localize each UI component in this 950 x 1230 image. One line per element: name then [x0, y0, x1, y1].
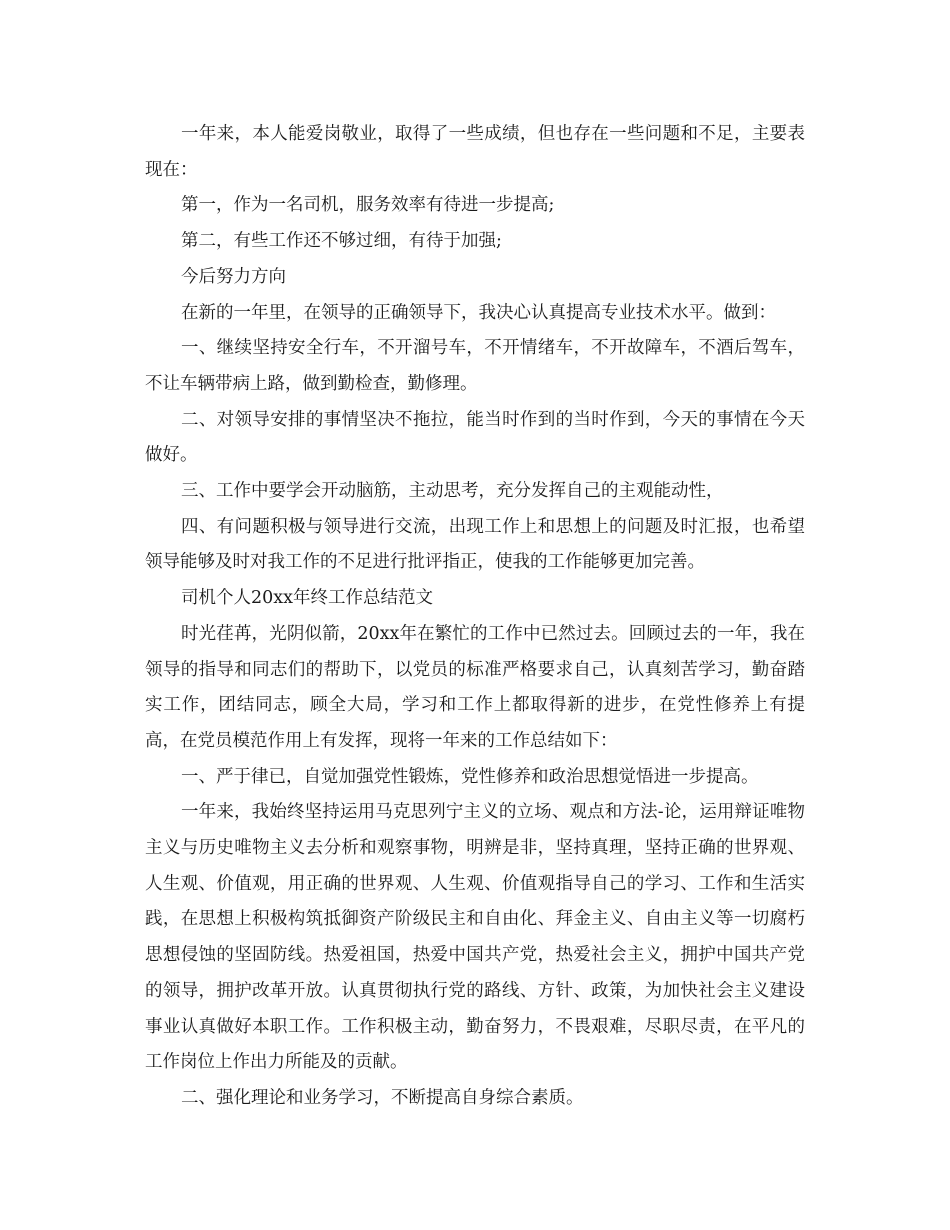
paragraph-section-two-heading: 二、强化理论和业务学习，不断提高自身综合素质。	[181, 1087, 584, 1108]
paragraph-section-one-heading: 一、严于律已，自觉加强党性锻炼，党性修养和政治思想觉悟进一步提高。	[181, 766, 759, 787]
paragraph-plan-item-three: 三、工作中要学会开动脑筋，主动思考，充分发挥自己的主观能动性，	[181, 481, 724, 502]
paragraph-plan-item-two: 二、对领导安排的事情坚决不拖拉，能当时作到的当时作到，今天的事情在今天做好。	[145, 409, 805, 466]
paragraph-section-one-body: 一年来，我始终坚持运用马克思列宁主义的立场、观点和方法-论，运用辩证唯物主义与历史唯物主义去分析和观察事物，明辨是非，坚持真理，坚持正确的世界观、人生观、价值观，用正确的世界观、人生观、价值观指导自己的学习、工作和生活实践，在思想上积极构筑抵御资产阶级民主和自由化、拜金主义、自由主义等一切腐朽思想侵蚀的坚固防线。热爱祖国，热爱中国共产党，热爱社会主义，拥护中国共产党的领导，拥护改革开放。认真贯彻执行党的路线、方针、政策，为加快社会主义建设事业认真做好本职工作。工作积极主动，勤奋努力，不畏艰难，尽职尽责，在平凡的工作岗位上作出力所能及的贡献。	[145, 802, 805, 1073]
paragraph-new-year-plan: 在新的一年里，在领导的正确领导下，我决心认真提高专业技术水平。做到：	[181, 302, 776, 323]
paragraph-performance-intro: 一年来，本人能爱岗敬业，取得了一些成绩，但也存在一些问题和不足，主要表现在：	[145, 124, 805, 180]
document-body	[145, 117, 805, 1117]
paragraph-plan-item-four: 四、有问题积极与领导进行交流，出现工作上和思想上的问题及时汇报，也希望领导能够及时对我工作的不足进行批评指正，使我的工作能够更加完善。	[145, 516, 805, 573]
section-title: 司机个人20xx年终工作总结范文	[181, 588, 434, 609]
paragraph-point-two: 第二，有些工作还不够过细，有待于加强;	[181, 231, 502, 252]
paragraph-point-one: 第一，作为一名司机，服务效率有待进一步提高;	[181, 195, 555, 216]
paragraph-future-heading: 今后努力方向	[181, 266, 286, 287]
paragraph-review-intro: 时光荏苒，光阴似箭，20xx年在繁忙的工作中已然过去。回顾过去的一年，我在领导的指导和同志们的帮助下，以党员的标准严格要求自己，认真刻苦学习，勤奋踏实工作，团结同志，顾全大局，学习和工作上都取得新的进步，在党性修养上有提高，在党员模范作用上有发挥，现将一年来的工作总结如下：	[145, 623, 805, 751]
paragraph-plan-item-one: 一、继续坚持安全行车，不开溜号车，不开情绪车，不开故障车，不酒后驾车，不让车辆带病上路，做到勤检查，勤修理。	[145, 338, 805, 394]
